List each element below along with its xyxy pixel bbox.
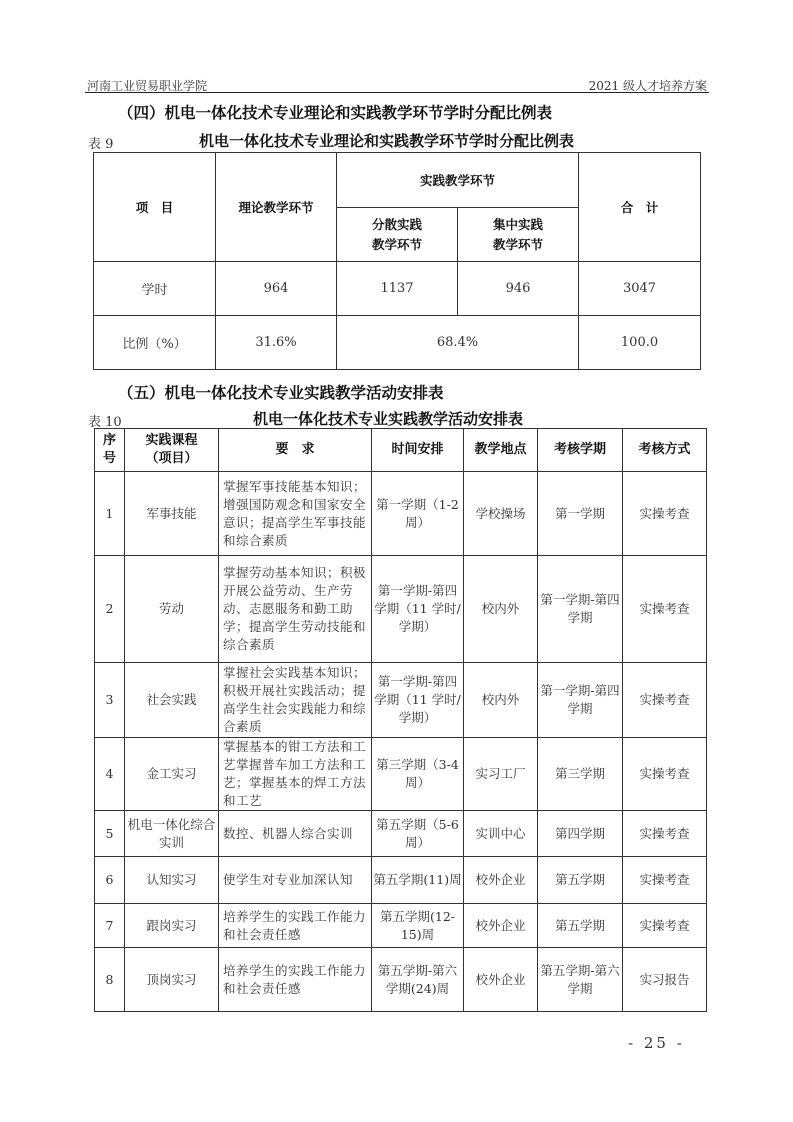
- table-row: [95, 556, 707, 663]
- t10-cell-no: 3: [95, 663, 125, 738]
- t9-row-hours: [94, 262, 701, 316]
- t9-hours-label: 学时: [94, 262, 216, 316]
- t9-hours-scattered: 1137: [337, 262, 458, 316]
- t10-cell-no: 6: [95, 857, 125, 904]
- t10-cell-course: 金工实习: [125, 738, 219, 811]
- t10-cell-location: 实习工厂: [464, 738, 538, 811]
- t10-cell-location: 校内外: [464, 663, 538, 738]
- table-9-caption: 机电一体化技术专业理论和实践教学环节学时分配比例表: [199, 132, 575, 150]
- t10-header-term: 考核学期: [538, 429, 623, 472]
- t9-row-ratio: [94, 316, 701, 370]
- table-10-label: 表 10: [88, 415, 122, 430]
- t10-cell-course: 跟岗实习: [125, 904, 219, 948]
- t10-cell-term: 第一学期-第四学期: [538, 556, 623, 663]
- t10-cell-course: 机电一体化综合实训: [125, 811, 219, 857]
- t10-cell-requirement: 掌握军事技能基本知识；增强国防观念和国家安全意识；提高学生军事技能和综合素质: [219, 472, 372, 556]
- t10-cell-method: 实习报告: [623, 948, 707, 1012]
- t10-cell-location: 校外企业: [464, 857, 538, 904]
- t10-cell-time: 第五学期(12-15)周: [372, 904, 464, 948]
- table-row: [95, 948, 707, 1012]
- t10-cell-time: 第三学期（3-4 周）: [372, 738, 464, 811]
- t10-cell-time: 第一学期-第四学期（11 学时/学期）: [372, 663, 464, 738]
- t10-cell-time: 第五学期-第六学期(24)周: [372, 948, 464, 1012]
- t10-header-time: 时间安排: [372, 429, 464, 472]
- t10-cell-no: 4: [95, 738, 125, 811]
- t10-cell-course: 劳动: [125, 556, 219, 663]
- t10-cell-term: 第一学期-第四学期: [538, 663, 623, 738]
- t10-cell-no: 2: [95, 556, 125, 663]
- table-row: [95, 738, 707, 811]
- t9-header-theory: 理论教学环节: [216, 153, 337, 262]
- t10-cell-location: 校外企业: [464, 948, 538, 1012]
- t10-cell-time: 第一学期（1-2 周）: [372, 472, 464, 556]
- t10-cell-method: 实操考查: [623, 556, 707, 663]
- t9-header-total: 合 计: [579, 153, 701, 262]
- t10-cell-no: 5: [95, 811, 125, 857]
- section-4-title: （四）机电一体化技术专业理论和实践教学环节学时分配比例表: [118, 104, 553, 122]
- header-rule: [85, 92, 709, 93]
- table-row: [95, 857, 707, 904]
- t10-cell-requirement: 掌握社会实践基本知识；积极开展社实践活动；提高学生社会实践能力和综合素质: [219, 663, 372, 738]
- section-5-title: （五）机电一体化技术专业实践教学活动安排表: [118, 384, 444, 402]
- t9-ratio-label: 比例（%）: [94, 316, 216, 370]
- t9-header-scattered: 分散实践 教学环节: [337, 208, 458, 262]
- t10-cell-term: 第五学期-第六学期: [538, 948, 623, 1012]
- t10-cell-no: 1: [95, 472, 125, 556]
- table-10: [94, 428, 707, 1012]
- t10-header-requirement: 要 求: [219, 429, 372, 472]
- t10-cell-term: 第四学期: [538, 811, 623, 857]
- t9-hours-concentrated: 946: [458, 262, 579, 316]
- table-9-label: 表 9: [88, 137, 114, 152]
- t10-cell-location: 实训中心: [464, 811, 538, 857]
- t9-header-item: 项 目: [94, 153, 216, 262]
- t9-ratio-practice: 68.4%: [337, 316, 579, 370]
- t10-cell-method: 实操考查: [623, 811, 707, 857]
- t10-cell-requirement: 掌握基本的钳工方法和工艺掌握普车加工方法和工艺；掌握基本的焊工方法和工艺: [219, 738, 372, 811]
- table-10-caption: 机电一体化技术专业实践教学活动安排表: [253, 410, 524, 428]
- t10-cell-term: 第三学期: [538, 738, 623, 811]
- table-row: [95, 904, 707, 948]
- t9-ratio-total: 100.0: [579, 316, 701, 370]
- t10-header-no: 序号: [95, 429, 125, 472]
- t10-header-location: 教学地点: [464, 429, 538, 472]
- t10-cell-method: 实操考查: [623, 904, 707, 948]
- t10-cell-course: 军事技能: [125, 472, 219, 556]
- t10-cell-requirement: 使学生对专业加深认知: [219, 857, 372, 904]
- t10-cell-term: 第五学期: [538, 904, 623, 948]
- t10-cell-course: 认知实习: [125, 857, 219, 904]
- t10-cell-method: 实操考查: [623, 663, 707, 738]
- t9-header-concentrated: 集中实践 教学环节: [458, 208, 579, 262]
- t10-cell-no: 8: [95, 948, 125, 1012]
- t10-cell-no: 7: [95, 904, 125, 948]
- t10-cell-time: 第五学期(11)周: [372, 857, 464, 904]
- t10-cell-time: 第五学期（5-6 周）: [372, 811, 464, 857]
- t10-cell-requirement: 掌握劳动基本知识；积极开展公益劳动、生产劳动、志愿服务和勤工助学；提高学生劳动技能和综合素质: [219, 556, 372, 663]
- t9-hours-total: 3047: [579, 262, 701, 316]
- t10-cell-location: 学校操场: [464, 472, 538, 556]
- table-row: [95, 472, 707, 556]
- t10-cell-requirement: 培养学生的实践工作能力和社会责任感: [219, 948, 372, 1012]
- t10-cell-requirement: 数控、机器人综合实训: [219, 811, 372, 857]
- table-row: [95, 663, 707, 738]
- t10-cell-time: 第一学期-第四学期（11 学时/学期）: [372, 556, 464, 663]
- header-institution: 河南工业贸易职业学院: [87, 79, 208, 93]
- header-document-title: 2021 级人才培养方案: [588, 79, 707, 93]
- t10-cell-term: 第五学期: [538, 857, 623, 904]
- t10-header-course: 实践课程（项目）: [125, 429, 219, 472]
- t10-cell-location: 校外企业: [464, 904, 538, 948]
- t10-cell-course: 社会实践: [125, 663, 219, 738]
- t10-cell-location: 校内外: [464, 556, 538, 663]
- t10-cell-method: 实操考查: [623, 738, 707, 811]
- t9-header-practice: 实践教学环节: [337, 153, 579, 208]
- t10-header-method: 考核方式: [623, 429, 707, 472]
- t9-hours-theory: 964: [216, 262, 337, 316]
- t10-cell-course: 顶岗实习: [125, 948, 219, 1012]
- t9-ratio-theory: 31.6%: [216, 316, 337, 370]
- t10-cell-requirement: 培养学生的实践工作能力和社会责任感: [219, 904, 372, 948]
- page-number: - 25 -: [628, 1034, 685, 1052]
- t10-cell-term: 第一学期: [538, 472, 623, 556]
- table-9: [93, 152, 701, 370]
- t10-cell-method: 实操考查: [623, 472, 707, 556]
- table-row: [95, 811, 707, 857]
- t10-cell-method: 实操考查: [623, 857, 707, 904]
